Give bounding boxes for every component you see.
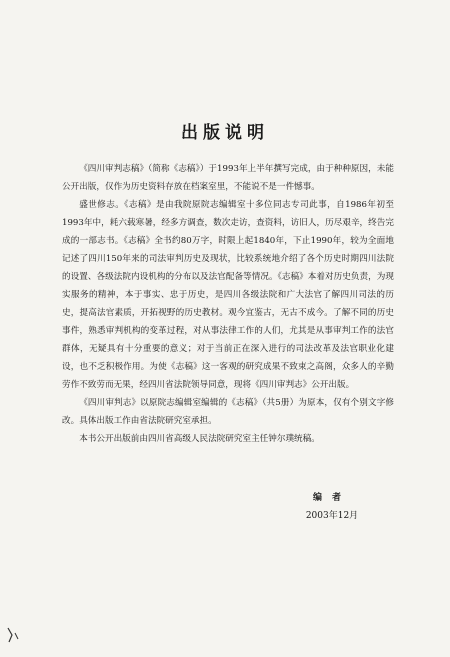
paragraph: 本书公开出版前由四川省高级人民法院研究室主任钟尔璞统稿。 bbox=[79, 434, 320, 444]
signature-date: 2003年12月 bbox=[305, 511, 359, 521]
paragraph: 盛世修志。《志稿》是由我院原院志编辑室十多位同志专司此事，自1986年初至1993年中，耗六载寒暑，经多方调查，数次走访，查资料，访旧人，历尽艰辛，终告完成的一部志书。《志稿》全书约80万字，时限上起1840年，下止1990年，较为全面地记述了四川150年来的司法审判历史及现状，比较系统地介绍了各个历史时期四川法院的设置、各级法院内设机构的分布以及法官配备等情况。《志稿》本着对历史负责，为现实服务的精神，本于事实、忠于历史，是四川各级法院和广大法官了解四川司法的历史，提高法官素质，开拓视野的历史教材。观今宜鉴古，无古不成今。了解不同的历史事件，熟悉审判机构的变革过程，对从事法律工作的人们，尤其是从事审判工作的法官群体，无疑具有十分重要的意义；对于当前正在深入进行的司法改革及法官职业化建设，也不乏积极作用。为使《志稿》这一客观的研究成果不致束之高阁，众多人的辛勤劳作不致劳而无果，经四川省法院领导同意，现将《四川审判志》公开出版。 bbox=[62, 200, 394, 390]
scan-mark-icon bbox=[6, 627, 20, 643]
paragraph: 《四川审判志稿》（简称《志稿》）于1993年上半年撰写完成，由于种种原因，未能公开出版，仅作为历史资料存放在档案室里，不能说不是一件憾事。 bbox=[62, 164, 394, 192]
body-text bbox=[62, 160, 394, 448]
paragraph: 《四川审判志》以原院志编辑室编辑的《志稿》（共5册）为原本，仅有个别文字修改。具体出版工作由省法院研究室承担。 bbox=[62, 398, 394, 426]
signature-editor: 编者 bbox=[312, 493, 351, 503]
page-title: 出版说明 bbox=[181, 123, 269, 143]
